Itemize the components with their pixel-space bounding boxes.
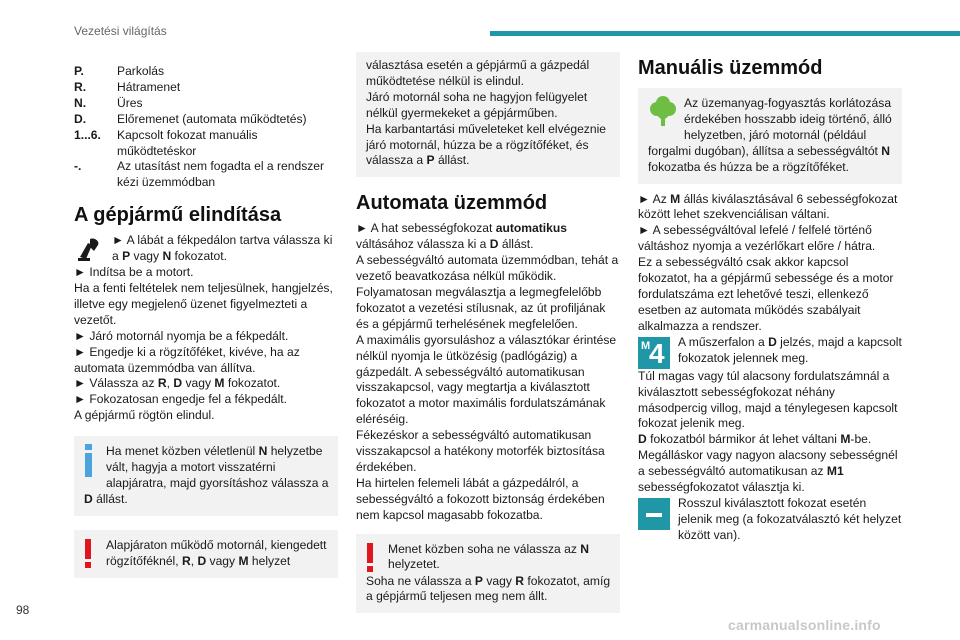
gear-row: R. Hátramenet	[74, 79, 181, 94]
text-line: Ez a sebességváltó csak akkor kapcsol fokozatot, ha a gépjármű sebessége és a motor fordulatszáma ezt lehetővé teszi, ellenkező esetben az automata működés szabályait alkalmazza a rendszer.	[638, 255, 894, 333]
warning-icon	[366, 542, 376, 572]
section-heading-start: A gépjármű elindítása	[74, 204, 282, 227]
display-step: M 4 A műszerfalon a D jelzés, majd a kapcsolt fokozatok jelennek meg.	[638, 335, 902, 369]
text-line: Fékezéskor a sebességváltó automatikusan visszakapcsol a hatékony motorfék biztosítása érdekében.	[356, 428, 605, 474]
watermark: carmanualsonline.info	[728, 617, 881, 633]
text-line: A gépjármű rögtön elindul.	[74, 408, 215, 423]
eco-leaf-icon	[648, 96, 678, 128]
text-line: Ha a fenti feltételek nem teljesülnek, hangjelzés, illetve egy megjelenő üzenet figyelmezteti a vezetőt.	[74, 280, 333, 327]
section-heading-auto: Automata üzemmód	[356, 192, 548, 215]
text-line: ► Engedje ki a rögzítőféket, kivéve, ha az automata üzemmódba van állítva.	[74, 344, 300, 375]
text-line: Folyamatosan megválasztja a legmegfelelőbb fokozatot a vezetési stílusnak, az út profiljának és a gépjármű terhelésének megfelelően.	[356, 284, 606, 331]
text-line: Túl magas vagy túl alacsony fordulatszámnál a kiválasztott sebességfokozat néhány másodpercig villog, majd a ténylegesen kapcsolt fokozat jelenik meg.	[638, 368, 898, 431]
section-heading-manual: Manuális üzemmód	[638, 57, 823, 79]
warning-note: Menet közben soha ne válassza az N helyzetet. Soha ne válassza a P vagy R fokozatot, amíg a gépjármű teljesen meg nem állt.	[356, 534, 620, 614]
eco-note: Az üzemanyag-fogyasztás korlátozása érdekében hosszabb ideig történő, álló helyzetben, járó motornál (például forgalmi dugóban), állítsa a sebességváltót N fokozatba és húzza be a rögzítőféket.	[638, 88, 902, 184]
info-note: Ha menet közben véletlenül N helyzetbe vált, hagyja a motort visszatérni alapjáratra, majd gyorsításhoz válassza a D állást.	[74, 436, 338, 516]
text-line: Ha hirtelen felemeli lábát a gázpedálról, a sebességváltó a fokozott biztonság érdekében nem kapcsol magasabb fokozatba.	[356, 475, 605, 522]
gear-row: N. Üres	[74, 95, 143, 110]
info-icon	[84, 444, 94, 478]
text-line: ► Fokozatosan engedje fel a fékpedált.	[74, 392, 287, 407]
text-line: ► Válassza az R, D vagy M fokozatot.	[74, 376, 281, 391]
gear-display-icon: M 4	[638, 337, 670, 369]
warning-note: Alapjáraton működő motornál, kiengedett rögzítőféknél, R, D vagy M helyzet	[74, 530, 338, 578]
page-number: 98	[16, 603, 30, 617]
running-header: Vezetési világítás	[74, 24, 167, 38]
text-line: D fokozatból bármikor át lehet váltani M-be.	[638, 432, 872, 447]
text-line: A sebességváltó automata üzemmódban, tehát a vezető beavatkozása nélkül működik.	[356, 253, 619, 284]
text-line: ► Járó motornál nyomja be a fékpedált.	[74, 328, 289, 343]
text-line: ► Az M állás kiválasztásával 6 sebességfokozat között lehet szekvenciálisan váltani.	[638, 191, 898, 222]
foot-pedal-icon	[74, 233, 104, 263]
text-line: ► Indítsa be a motort.	[74, 265, 194, 280]
text-line: ► A hat sebességfokozat automatikus váltásához válassza ki a D állást.	[356, 221, 567, 252]
header-accent-bar	[490, 31, 960, 36]
start-step: ► A lábát a fékpedálon tartva válassza ki a P vagy N fokozatot.	[74, 233, 338, 265]
invalid-gear-step: Rosszul kiválasztott fokozat esetén jelenik meg (a fokozatválasztó két helyzet között van).	[638, 496, 902, 544]
gear-row: -. Az utasítást nem fogadta el a rendszer kézi üzemmódban	[74, 159, 325, 190]
column-2	[356, 52, 620, 621]
text-line: ► A sebességváltóval lefelé / felfelé történő váltáshoz nyomja a vezérlőkart előre / hátra.	[638, 223, 876, 254]
invalid-gear-icon	[638, 498, 670, 530]
text-line: A maximális gyorsuláshoz a választókar érintése nélkül nyomja le ütközésig (padlógázig) a gázpedált. A sebességváltó automatikusan visszakapcsol, vagy megtartja a kiválasztott fokozatot a motor maximális fordulatszámának eléréséig.	[356, 332, 617, 427]
gear-row: P. Parkolás	[74, 64, 165, 78]
text-line: Megálláskor vagy nagyon alacsony sebességnél a sebességváltó automatikusan az M1 sebességfokozatot választja ki.	[638, 448, 898, 495]
column-1	[74, 64, 338, 586]
warning-note-continued: választása esetén a gépjármű a gázpedál működtetése nélkül is elindul. Járó motornál soha ne hagyjon felügyelet nélkül gyermekeket a gépjárműben. Ha karbantartási műveleteket kell elvégeznie járó motornál, húzza be a rögzítőféket, és válassza a P állást.	[356, 52, 620, 177]
warning-icon	[84, 538, 94, 568]
gear-row: D. Előremenet (automata működtetés)	[74, 111, 307, 126]
gear-list	[74, 64, 338, 191]
column-3	[638, 56, 902, 544]
gear-row: 1...6. Kapcsolt fokozat manuális működtetéskor	[74, 127, 258, 158]
